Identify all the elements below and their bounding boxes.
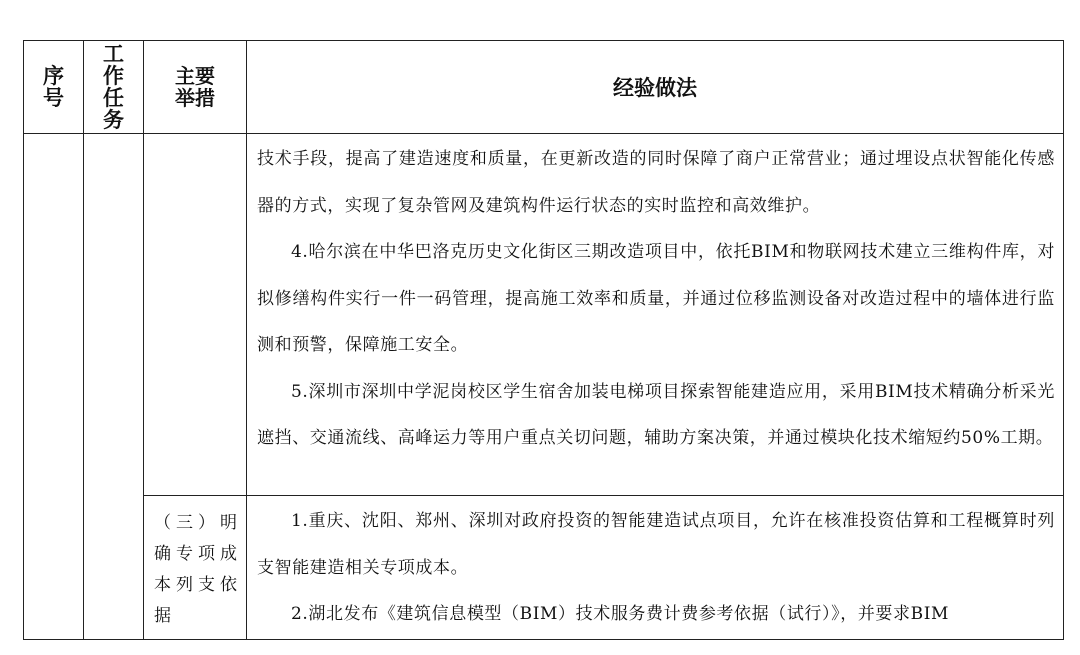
serial-cell <box>24 134 84 640</box>
practice-paragraph: 2.湖北发布《建筑信息模型（BIM）技术服务费计费参考依据（试行）》，并要求BIM <box>291 604 950 624</box>
header-experience-practice: 经验做法 <box>247 41 1064 134</box>
practice-paragraph: 4.哈尔滨在中华巴洛克历史文化街区三期改造项目中，依托BIM和物联网技术建立三维构件库，对拟修缮构件实行一件一码管理，提高施工效率和质量，并通过位移监测设备对改造过程中的墙体进行监测和预警，保障施工安全。 <box>257 242 1055 355</box>
task-cell <box>84 134 144 640</box>
experience-table <box>23 40 1064 640</box>
table-header-row <box>24 41 1064 134</box>
measure-cell-empty <box>144 134 247 496</box>
header-main-measures: 主要举措 <box>144 41 247 134</box>
practice-paragraph: 1.重庆、沈阳、郑州、深圳对政府投资的智能建造试点项目，允许在核准投资估算和工程概算时列支智能建造相关专项成本。 <box>257 511 1055 578</box>
header-serial-number: 序号 <box>24 41 84 134</box>
practice-cell <box>247 134 1064 496</box>
measure-text: （三）明确专项成本列支依据 <box>154 513 240 626</box>
practice-paragraph: 5.深圳市深圳中学泥岗校区学生宿舍加装电梯项目探索智能建造应用，采用BIM技术精确分析采光遮挡、交通流线、高峰运力等用户重点关切问题，辅助方案决策，并通过模块化技术缩短约50%工期。 <box>257 381 1055 448</box>
table-row <box>24 134 1064 496</box>
table-row <box>24 496 1064 640</box>
header-work-task: 工作任务 <box>84 41 144 134</box>
practice-paragraph: 技术手段，提高了建造速度和质量，在更新改造的同时保障了商户正常营业；通过埋设点状智能化传感器的方式，实现了复杂管网及建筑构件运行状态的实时监控和高效维护。 <box>257 149 1055 216</box>
practice-cell <box>247 496 1064 640</box>
measure-cell <box>144 496 247 640</box>
